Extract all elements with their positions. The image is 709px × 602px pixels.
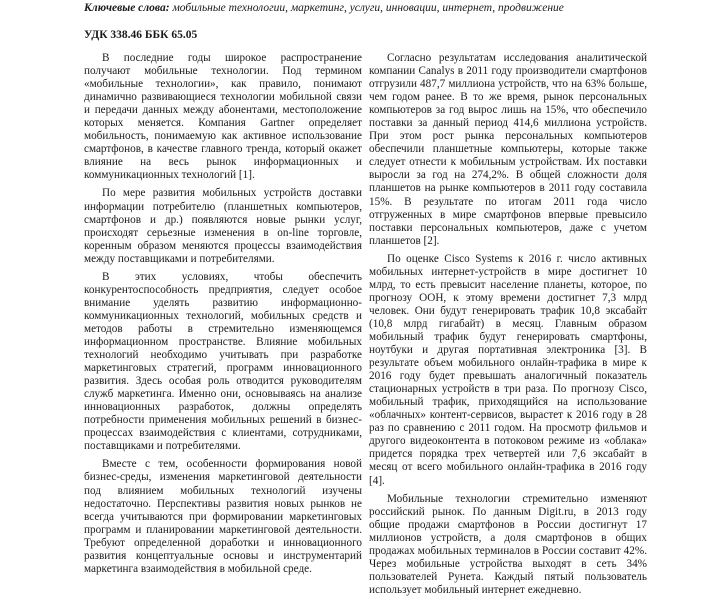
keywords-line <box>84 1 684 15</box>
paragraph: Согласно результатам исследования аналитической компании Canalys в 2011 году производители смартфонов отгрузили 487,7 миллиона устройств, что на 63% больше, чем годом ранее. В то же время, рынок персональных компьютеров за год вырос лишь на 15%, что обеспечило поставки за данный период 414,6 миллиона устройств. При этом рост рынка персональных компьютеров обеспечили планшетные компьютеры, которые также следует отнести к мобильным устройствам. Их поставки выросли за год на 274,2%. В общей сложности доля планшетов на рынке компьютеров в 2011 году составила 15%. В результате по итогам 2011 года число отгруженных в мире смартфонов впервые превысило поставки персональных компьютеров, даже с учетом планшетов [2]. <box>369 52 647 247</box>
paragraph: В этих условиях, чтобы обеспечить конкурентоспособность предприятия, следует особое внимание уделять развитию информационно-коммуникационных технологий, мобильных средств и методов работы в стремительно изменяющемся информационном пространстве. Влияние мобильных технологий необходимо учитывать при разработке маркетинговых стратегий, программ инновационного развития. Здесь особая роль отводится руководителям служб маркетинга. Именно они, основываясь на анализе инновационных разработок, должны определять потребности применения мобильных решений в бизнес-процессах взаимодействия с клиентами, сотрудниками, поставщиками и потребителями. <box>84 270 362 453</box>
paragraph: По мере развития мобильных устройств доставки информации потребителю (планшетных компьютеров, смартфонов и др.) появляются новые рынки услуг, происходят серьезные изменения в on-line торговле, коренным образом меняются процессы взаимодействия между поставщиками и потребителями. <box>84 187 362 265</box>
paragraph: По оценке Cisco Systems к 2016 г. число активных мобильных интернет-устройств в мире достигнет 10 млрд, то есть превысит население планеты, которое, по прогнозу ООН, к этому времени достигнет 7,3 млрд человек. Они будут генерировать трафик 10,8 эксабайт (10,8 млрд гигабайт) в месяц. Главным образом мобильный трафик будут генерировать смартфоны, ноутбуки и другая портативная электроника [3]. В результате объем мобильного онлайн-трафика в мире к 2016 году будет превышать аналогичный показатель стационарных устройств в три раза. По прогнозу Cisco, мобильный трафик, приходящийся на использование «облачных» контент-сервисов, вырастет к 2016 году в 28 раз по сравнению с 2011 годом. На просмотр фильмов и другого видеоконтента в потоковом режиме из «облака» придется порядка трех четвертей или 7,6 эксабайт в месяц от всего мобильного онлайн-трафика в 2016 году [4]. <box>369 252 647 487</box>
left-column <box>84 52 362 581</box>
keywords-text: мобильные технологии, маркетинг, услуги, инновации, интернет, продвижение <box>172 2 564 14</box>
paragraph: Мобильные технологии стремительно изменяют российский рынок. По данным Digit.ru, в 2013 году общие продажи смартфонов в России достигнут 17 миллионов устройств, а доля смартфонов в общих продажах мобильных терминалов в России составит 42%. Через мобильные устройства выходят в сеть 34% пользователей Рунета. Каждый пятый пользователь использует мобильный интернет ежедневно. <box>369 492 647 596</box>
paragraph: Вместе с тем, особенности формирования новой бизнес-среды, изменения маркетинговой деятельности под влиянием мобильных технологий изучены недостаточно. Перспективы развития новых рынков не всегда учитываются при формировании маркетинговых программ и планировании маркетинговой деятельности. Требуют определенной доработки и инновационного развития концептуальные основы и инструментарий маркетинга взаимодействия в мобильной среде. <box>84 458 362 575</box>
keywords-label: Ключевые слова: <box>84 2 170 14</box>
paragraph: В последние годы широкое распространение получают мобильные технологии. Под термином «мобильные технологии», как правило, понимают динамично развивающиеся технологии мобильной связи и передачи данных между абонентами, местоположение которых меняется. Компания Gartner определяет мобильность, понимаемую как активное использование смартфонов, в качестве главного тренда, который окажет влияние на весь рынок информационных и коммуникационных технологий [1]. <box>84 52 362 182</box>
udk-code: УДК 338.46 ББК 65.05 <box>84 29 198 41</box>
right-column <box>369 52 647 602</box>
